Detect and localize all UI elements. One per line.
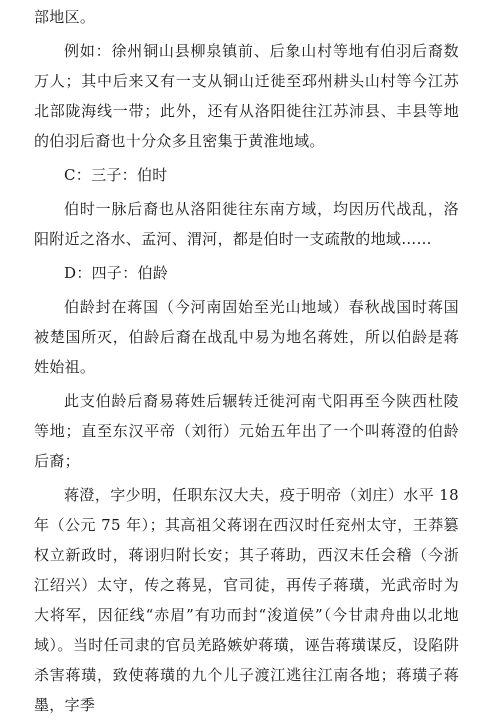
paragraph-boshi-descendants: 伯时一脉后裔也从洛阳徙往东南方域，均因历代战乱，洛阳附近之洛水、孟河、渭河，都是伯时一支疏散的地域…… xyxy=(34,200,459,248)
paragraph-boyu-descendants: 例如：徐州铜山县柳泉镇前、后象山村等地有伯羽后裔数万人；其中后来又有一支从铜山迁徙至邳州耕头山村等今江苏北部陇海线一带；此外，还有从洛阳徙往江苏沛县、丰县等地的伯羽后裔也十分众多且密集于黄淮地域。 xyxy=(34,42,459,150)
paragraph-jiang-cheng: 蒋澄，字少明，任职东汉大夫，疫于明帝（刘庄）水平 18 年（公元 75 年）；其高祖父蒋诩在西汉时任兖州太守，王莽篡权立新政时，蒋诩归附长安；其子蒋助，西汉末任会稽（今浙江绍兴）太守，传之蒋晃，官司徒，再传子蒋璜，光武帝时为大将军，因征线“赤眉”有功而封“浚道侯”（今甘肃舟曲以北地域）。当时任司隶的官员羌路嫉妒蒋璜，诬告蒋璜谋反，设陷阱杀害蒋璜，致使蒋璜的九个儿子渡江逃往江南各地；蒋璜子蒋墨，字季 xyxy=(34,486,459,714)
heading-third-son: C：三子：伯时 xyxy=(64,166,168,184)
paragraph-boling-fief: 伯龄封在蒋国（今河南固始至光山地域）春秋战国时蒋国被楚国所灭，伯龄后裔在战乱中易为地名蒋姓，所以伯龄是蒋姓始祖。 xyxy=(34,298,459,376)
heading-fourth-son: D：四子：伯龄 xyxy=(64,264,169,282)
paragraph-boling-migration: 此支伯龄后裔易蒋姓后辗转迁徙河南弋阳再至今陕西杜陵等地；直至东汉平帝（刘衎）元始五年出了一个叫蒋澄的伯龄后裔； xyxy=(34,392,459,470)
paragraph-continuation: 部地区。 xyxy=(34,8,96,26)
